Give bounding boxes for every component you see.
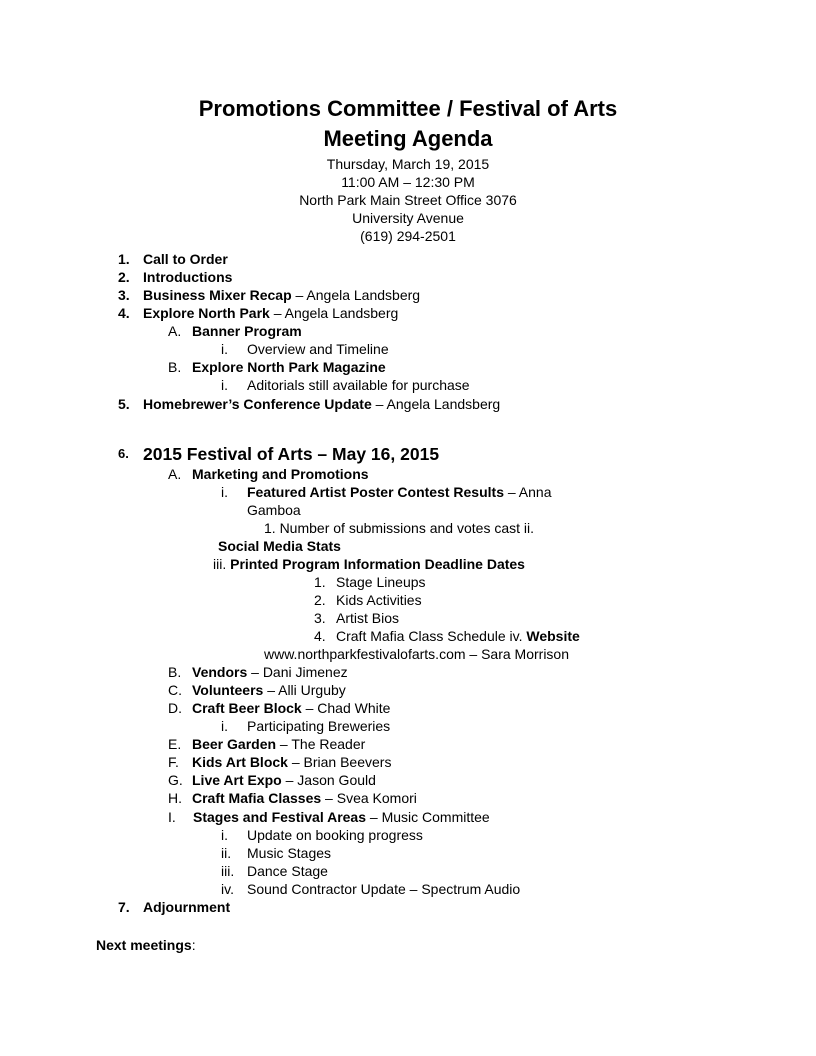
subitem-title: Live Art Expo	[192, 772, 282, 788]
subitem-line	[192, 771, 376, 789]
subsubitem-line	[213, 555, 525, 573]
nested-item-bold: Website	[526, 628, 580, 644]
subsubitem-numeral: i.	[221, 827, 228, 843]
item-number: 2.	[118, 269, 130, 285]
subsubitem-numeral: iv.	[221, 881, 234, 897]
subsubitem-line	[247, 483, 551, 501]
subitem-letter: G.	[168, 772, 183, 788]
item-title: Explore North Park	[143, 305, 270, 321]
document-subtitle: Meeting Agenda	[323, 126, 493, 151]
nested-number: 3.	[314, 610, 326, 626]
subsubitem-text: Music Stages	[247, 845, 332, 861]
subsubitem-numeral: iii.	[221, 863, 235, 879]
item-title: Call to Order	[143, 251, 228, 267]
subitem-letter: B.	[168, 359, 182, 375]
subitem-letter: E.	[168, 736, 182, 752]
meeting-address: University Avenue	[352, 210, 464, 226]
item-title: Business Mixer Recap	[143, 287, 292, 303]
item-presenter: – Angela Landsberg	[371, 396, 501, 412]
subitem-letter: A.	[168, 323, 182, 339]
subitem-title: Craft Mafia Classes	[192, 790, 322, 806]
subitem-letter: A.	[168, 466, 182, 482]
subsubitem-title: Featured Artist Poster Contest Results	[247, 484, 504, 500]
subsubitem-numeral: i.	[221, 484, 228, 500]
item-title: Adjournment	[143, 899, 231, 915]
subitem-line	[192, 663, 348, 681]
subitem-presenter: – Music Committee	[366, 809, 490, 825]
item-presenter: – Angela Landsberg	[269, 305, 399, 321]
nested-item-text: 1. Number of submissions and votes cast ii.	[264, 520, 535, 536]
subitem-letter: D.	[168, 700, 182, 716]
meeting-time: 11:00 AM – 12:30 PM	[341, 174, 475, 190]
subsubitem-text: Update on booking progress	[247, 827, 423, 843]
subsubitem-text: Aditorials still available for purchase	[247, 377, 470, 393]
nested-number: 1.	[314, 574, 326, 590]
subitem-letter: C.	[168, 682, 182, 698]
subitem-line	[192, 735, 365, 753]
subitem-title: Beer Garden	[192, 736, 277, 752]
website-line: www.northparkfestivalofarts.com – Sara Morrison	[264, 646, 569, 662]
subitem-title: Vendors	[192, 664, 248, 680]
subitem-letter: F.	[168, 754, 179, 770]
subitem-line	[192, 699, 390, 717]
meeting-location: North Park Main Street Office 3076	[299, 192, 517, 208]
nested-item-text: Stage Lineups	[336, 574, 426, 590]
subitem-presenter: – Chad White	[301, 700, 391, 716]
item-number: 6.	[118, 446, 129, 461]
nested-item-line	[336, 627, 580, 645]
item-presenter: – Angela Landsberg	[291, 287, 421, 303]
item-number: 4.	[118, 305, 130, 321]
meeting-date: Thursday, March 19, 2015	[326, 156, 490, 172]
subitem-presenter: – The Reader	[276, 736, 366, 752]
nested-item-text: Kids Activities	[336, 592, 422, 608]
next-meetings-colon: :	[191, 937, 196, 953]
item-title: Homebrewer’s Conference Update	[143, 396, 372, 412]
subsubitem-numeral: i.	[221, 341, 228, 357]
subsubitem-numeral: i.	[221, 377, 228, 393]
subitem-presenter: – Brian Beevers	[287, 754, 392, 770]
subsubitem-text: Overview and Timeline	[247, 341, 389, 357]
subsubitem-presenter: – Anna	[503, 484, 552, 500]
item-number: 7.	[118, 899, 130, 915]
subsubitem-title: Printed Program Information Deadline Dates	[230, 556, 525, 572]
subitem-letter: I.	[168, 809, 176, 825]
subitem-title: Craft Beer Block	[192, 700, 302, 716]
subitem-presenter: – Jason Gould	[281, 772, 376, 788]
item-number: 5.	[118, 396, 130, 412]
subsubitem-numeral: i.	[221, 718, 228, 734]
item-line	[143, 286, 420, 304]
subitem-line	[192, 789, 417, 807]
subitem-title: Marketing and Promotions	[192, 466, 369, 482]
subitem-title: Explore North Park Magazine	[192, 359, 386, 375]
nested-number: 2.	[314, 592, 326, 608]
subitem-presenter: – Alli Urguby	[263, 682, 346, 698]
subitem-line	[192, 681, 346, 699]
subsubitem-numeral: ii.	[221, 845, 232, 861]
next-meetings-line	[96, 936, 196, 954]
nested-item-text: Craft Mafia Class Schedule iv.	[336, 628, 527, 644]
item-number: 1.	[118, 251, 130, 267]
subitem-title: Banner Program	[192, 323, 302, 339]
next-meetings-label: Next meetings	[96, 937, 192, 953]
nested-number: 4.	[314, 628, 326, 644]
subitem-title: Kids Art Block	[192, 754, 288, 770]
subitem-title: Stages and Festival Areas	[193, 809, 367, 825]
subitem-line	[192, 753, 391, 771]
subsubitem-text: Sound Contractor Update – Spectrum Audio	[247, 881, 521, 897]
subitem-presenter: – Svea Komori	[321, 790, 417, 806]
subitem-letter: B.	[168, 664, 182, 680]
subitem-title: Volunteers	[192, 682, 264, 698]
subsubitem-text: Participating Breweries	[247, 718, 391, 734]
subsubitem-text: Dance Stage	[247, 863, 328, 879]
subitem-line	[193, 808, 490, 826]
subsubitem-title: Social Media Stats	[218, 538, 341, 554]
meeting-phone: (619) 294-2501	[360, 228, 456, 244]
subitem-letter: H.	[168, 790, 182, 806]
item-title: Introductions	[143, 269, 233, 285]
document-title: Promotions Committee / Festival of Arts	[198, 96, 618, 121]
subsubitem-continuation: Gamboa	[247, 502, 301, 518]
festival-section-title: 2015 Festival of Arts – May 16, 2015	[143, 444, 440, 464]
item-line	[143, 395, 500, 413]
subsubitem-numeral: iii.	[213, 556, 231, 572]
nested-item-text: Artist Bios	[336, 610, 400, 626]
item-number: 3.	[118, 287, 130, 303]
item-line	[143, 304, 398, 322]
subitem-presenter: – Dani Jimenez	[247, 664, 348, 680]
